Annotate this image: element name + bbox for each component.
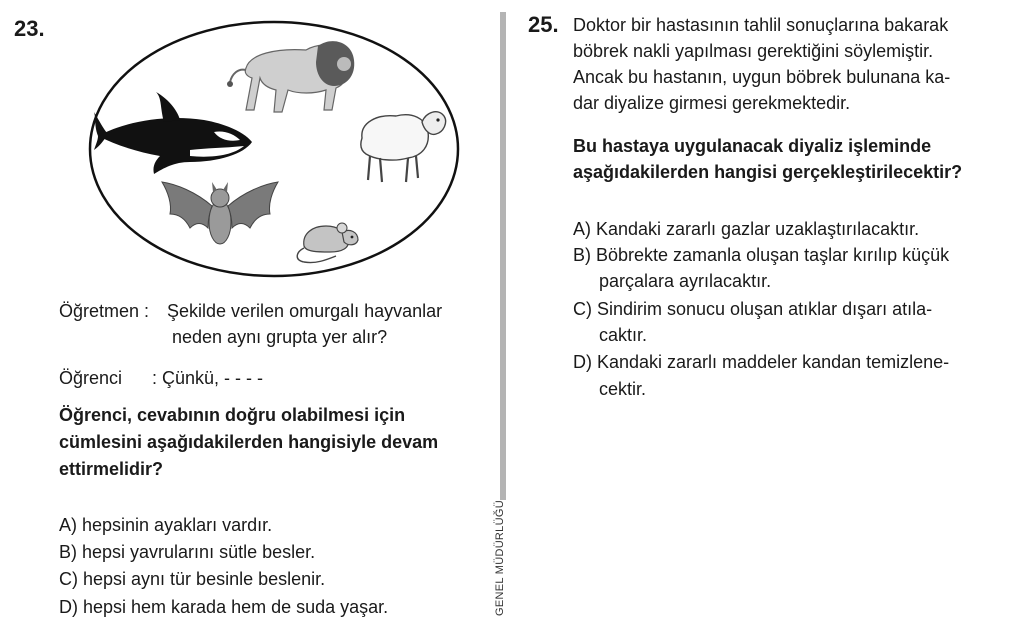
sheep-icon	[361, 112, 446, 182]
q25-question-line-1: Bu hastaya uygulanacak diyaliz işleminde	[573, 136, 932, 156]
animal-figure	[88, 20, 464, 282]
q23-option-a[interactable]: A) hepsinin ayakları vardır.	[59, 515, 273, 535]
q25-option-a[interactable]: A) Kandaki zararlı gazlar uzaklaştırılacaktır.	[573, 219, 920, 239]
q25-option-c-line-2[interactable]: caktır.	[599, 325, 648, 345]
student-line: : Çünkü, - - - -	[152, 368, 264, 388]
teacher-line-2: neden aynı grupta yer alır?	[172, 327, 388, 347]
bat-icon	[162, 182, 278, 244]
q23-option-d[interactable]: D) hepsi hem karada hem de suda yaşar.	[59, 597, 389, 617]
question-25-number: 25.	[528, 12, 559, 37]
q25-option-d-line-1[interactable]: D) Kandaki zararlı maddeler kandan temizlene-	[573, 352, 950, 372]
q23-question-line-1: Öğrenci, cevabının doğru olabilmesi için	[59, 405, 406, 425]
q25-option-d-line-2[interactable]: cektir.	[599, 379, 647, 399]
vertical-footer-label: GENEL MÜDÜRLÜĞÜ	[494, 500, 506, 616]
teacher-label: Öğretmen :	[59, 301, 150, 321]
q23-option-b[interactable]: B) hepsi yavrularını sütle besler.	[59, 542, 316, 562]
q25-option-c-line-1[interactable]: C) Sindirim sonucu oluşan atıklar dışarı atıla-	[573, 299, 933, 319]
q25-stem-line-2: böbrek nakli yapılması gerektiğini söylemiştir.	[573, 41, 934, 61]
q23-option-c[interactable]: C) hepsi aynı tür besinle beslenir.	[59, 569, 326, 589]
q25-stem-line-1: Doktor bir hastasının tahlil sonuçlarına bakarak	[573, 15, 949, 35]
lion-icon	[227, 41, 354, 112]
teacher-line-1: Şekilde verilen omurgalı hayvanlar	[167, 301, 443, 321]
q25-option-b-line-2[interactable]: parçalara ayrılacaktır.	[599, 271, 772, 291]
student-label: Öğrenci	[59, 368, 123, 388]
q25-question-line-2: aşağıdakilerden hangisi gerçekleştirilecektir?	[573, 162, 963, 182]
mouse-icon	[297, 223, 358, 263]
question-23-number: 23.	[14, 16, 45, 41]
orca-icon	[94, 92, 252, 174]
q23-question-line-3: ettirmelidir?	[59, 459, 164, 479]
column-divider	[500, 12, 506, 500]
q25-stem-line-4: dar diyalize girmesi gerekmektedir.	[573, 93, 851, 113]
q23-question-line-2: cümlesini aşağıdakilerden hangisiyle devam	[59, 432, 439, 452]
q25-stem-line-3: Ancak bu hastanın, uygun böbrek bulunana ka-	[573, 67, 951, 87]
q25-option-b-line-1[interactable]: B) Böbrekte zamanla oluşan taşlar kırılıp küçük	[573, 245, 950, 265]
